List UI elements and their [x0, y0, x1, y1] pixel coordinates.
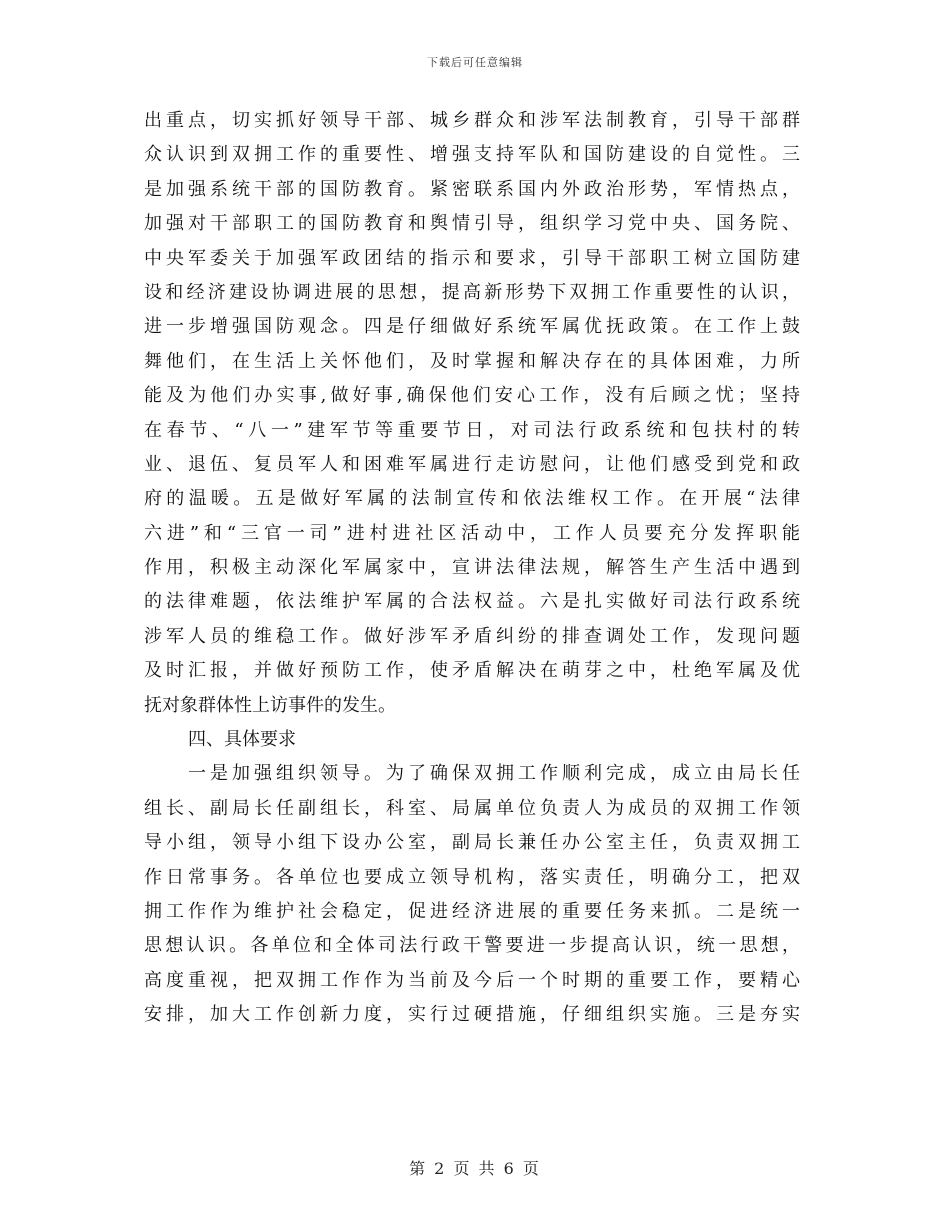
- text-line: 加强对干部职工的国防教育和舆情引导，组织学习党中央、国务院、: [144, 213, 800, 235]
- text-line: 抚对象群体性上访事件的发生。: [144, 694, 396, 716]
- paragraph-1: [144, 104, 800, 723]
- text-line: 业、退伍、复员军人和困难军属进行走访慰问，让他们感受到党和政: [144, 453, 800, 475]
- text-line: 组长、副局长任副组长，科室、局属单位负责人为成员的双拥工作领: [144, 797, 800, 819]
- text-line: 安排，加大工作创新力度，实行过硬措施，仔细组织实施。三是夯实: [144, 1004, 800, 1026]
- text-line: 众认识到双拥工作的重要性、增强支持军队和国防建设的自觉性。三: [144, 144, 800, 166]
- text-line: 是加强系统干部的国防教育。紧密联系国内外政治形势，军情热点，: [144, 178, 800, 200]
- text-line: 舞他们，在生活上关怀他们，及时掌握和解决存在的具体困难，力所: [144, 350, 800, 372]
- section-heading: 四、具体要求: [188, 729, 296, 751]
- text-line: 高度重视，把双拥工作作为当前及今后一个时期的重要工作，要精心: [144, 969, 800, 991]
- text-line: 作日常事务。各单位也要成立领导机构，落实责任，明确分工，把双: [144, 866, 800, 888]
- text-line: 中央军委关于加强军政团结的指示和要求，引导干部职工树立国防建: [144, 247, 800, 269]
- text-line: 思想认识。各单位和全体司法行政干警要进一步提高认识，统一思想，: [144, 935, 800, 957]
- text-line: 六进”和“三官一司”进村进社区活动中，工作人员要充分发挥职能: [144, 522, 800, 544]
- document-body: [144, 104, 800, 1033]
- text-line: 作用，积极主动深化军属家中，宣讲法律法规，解答生产生活中遇到: [144, 557, 800, 579]
- text-line: 能及为他们办实事,做好事,确保他们安心工作，没有后顾之忧；坚持: [144, 385, 800, 407]
- text-line: 导小组，领导小组下设办公室，副局长兼任办公室主任，负责双拥工: [144, 832, 800, 854]
- text-line: 设和经济建设协调进展的思想，提高新形势下双拥工作重要性的认识，: [144, 281, 800, 303]
- text-line: 进一步增强国防观念。四是仔细做好系统军属优抚政策。在工作上鼓: [144, 316, 800, 338]
- page-header: 下载后可任意编辑: [427, 56, 523, 69]
- text-line: 拥工作作为维护社会稳定，促进经济进展的重要任务来抓。二是统一: [144, 900, 800, 922]
- text-line: 在春节、“八一”建军节等重要节日，对司法行政系统和包扶村的转: [144, 419, 800, 441]
- text-line: 涉军人员的维稳工作。做好涉军矛盾纠纷的排查调处工作，发现问题: [144, 625, 800, 647]
- text-line: 府的温暖。五是做好军属的法制宣传和依法维权工作。在开展“法律: [144, 488, 800, 510]
- paragraph-2: [144, 757, 800, 1032]
- text-line: 一是加强组织领导。为了确保双拥工作顺利完成，成立由局长任: [188, 763, 800, 785]
- page-number: 第 2 页 共 6 页: [409, 1159, 541, 1178]
- text-line: 的法律难题，依法维护军属的合法权益。六是扎实做好司法行政系统: [144, 591, 800, 613]
- text-line: 及时汇报，并做好预防工作，使矛盾解决在萌芽之中，杜绝军属及优: [144, 660, 800, 682]
- text-line: 出重点，切实抓好领导干部、城乡群众和涉军法制教育，引导干部群: [144, 110, 800, 131]
